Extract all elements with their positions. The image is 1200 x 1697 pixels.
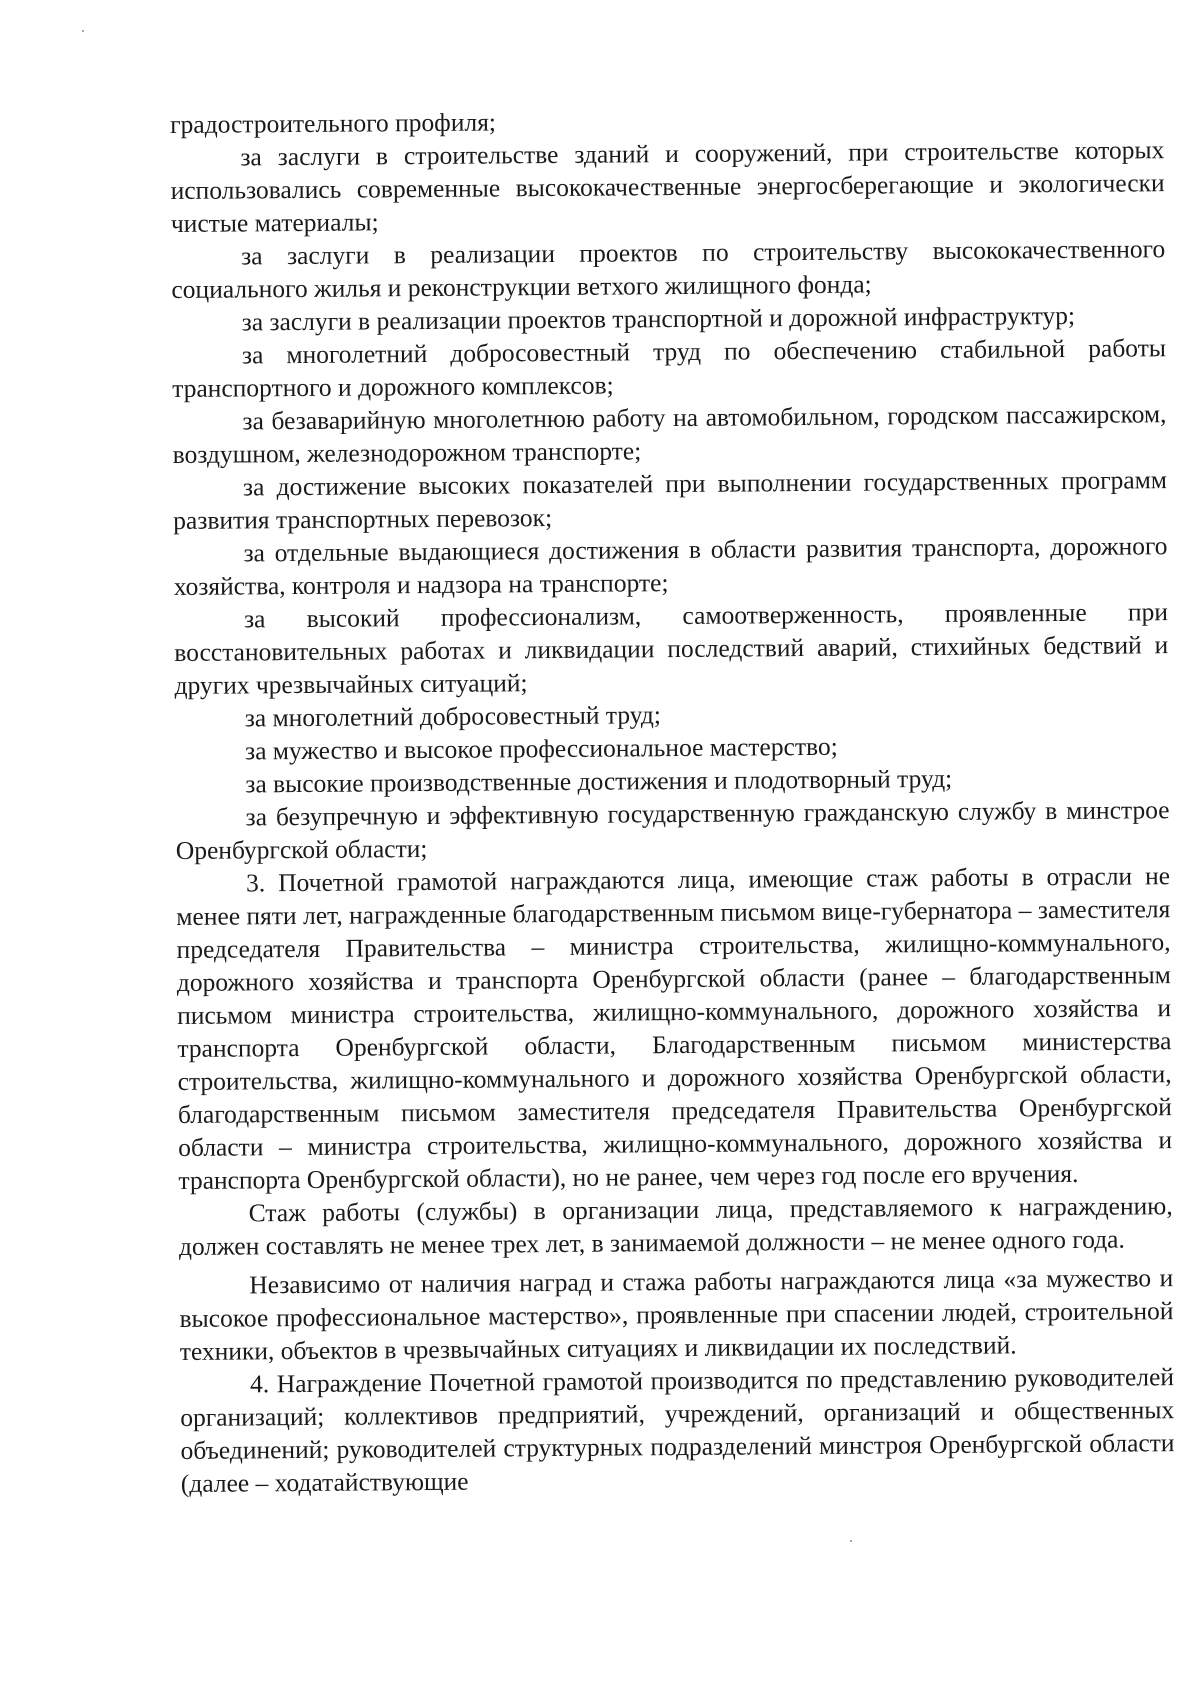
paragraph-13: за безупречную и эффективную государственную гражданскую службу в минстрое Оренбургской области; <box>175 795 1170 865</box>
paragraph-2: за заслуги в строительстве зданий и сооружений, при строительстве которых использовались современные высококачественные энергосберегающие и экологически чистые материалы; <box>170 135 1165 238</box>
paragraph-4: за заслуги в реализации проектов транспортной и дорожной инфраструктур; <box>241 300 1076 337</box>
paragraph-11: за мужество и высокое профессиональное мастерство; <box>244 731 838 766</box>
paragraph-6: за безаварийную многолетнюю работу на автомобильном, городском пассажирском, воздушном, железнодорожном транспорте; <box>172 399 1167 469</box>
paragraph-clause-4: 4. Награждение Почетной грамотой производится по представлению руководителей организаций; коллективов предприятий, учреждений, организаций и общественных объединений; руководителей структурных подразделений минстроя Оренбургской области (далее – ходатайствующие <box>180 1362 1175 1498</box>
document-page <box>170 100 1175 1500</box>
paragraph-3: за заслуги в реализации проектов по строительству высококачественного социального жилья и реконструкции ветхого жилищного фонда; <box>171 234 1166 304</box>
paragraph-5: за многолетний добросовестный труд по обеспечению стабильной работы транспортного и дорожного комплексов; <box>172 333 1167 403</box>
paragraph-12: за высокие производственные достижения и плодотворный труд; <box>245 763 953 799</box>
paragraph-8: за отдельные выдающиеся достижения в области развития транспорта, дорожного хозяйства, контроля и надзора на транспорте; <box>173 531 1168 601</box>
paragraph-exception: Независимо от наличия наград и стажа работы награждаются лица «за мужество и высокое профессиональное мастерство», проявленные при спасении людей, строительной техники, объектов в чрезвычайных ситуациях и ликвидации их последствий. <box>179 1263 1174 1366</box>
scan-speck-top <box>82 30 84 32</box>
scan-speck-bottom <box>850 1540 852 1542</box>
paragraph-1: градостроительного профиля; <box>170 107 497 139</box>
paragraph-clause-3: 3. Почетной грамотой награждаются лица, имеющие стаж работы в отрасли не менее пяти лет, награжденные благодарственным письмом вице-губернатора – заместителя председателя Правительства – министра строительства, жилищно-коммунального, дорожного хозяйства и транспорта Оренбургской области (ранее – благодарственным письмом министра строительства, жилищно-коммунального, дорожного хозяйства и транспорта Оренбургской области, Благодарственным письмом министерства строительства, жилищно-коммунального и дорожного хозяйства Оренбургской области, благодарственным письмом заместителя председателя Правительства Оренбургской области – министра строительства, жилищно-коммунального, дорожного хозяйства и транспорта Оренбургской области), но не ранее, чем через год после его вручения. <box>176 861 1173 1195</box>
paragraph-9: за высокий профессионализм, самоотверженность, проявленные при восстановительных работах и ликвидации последствий аварий, стихийных бедствий и других чрезвычайных ситуаций; <box>174 597 1169 700</box>
paragraph-10: за многолетний добросовестный труд; <box>244 700 662 733</box>
paragraph-7: за достижение высоких показателей при выполнении государственных программ развития транспортных перевозок; <box>173 465 1168 535</box>
paragraph-seniority: Стаж работы (службы) в организации лица, представляемого к награждению, должен составлять не менее трех лет, в занимаемой должности – не менее одного года. <box>178 1191 1173 1261</box>
